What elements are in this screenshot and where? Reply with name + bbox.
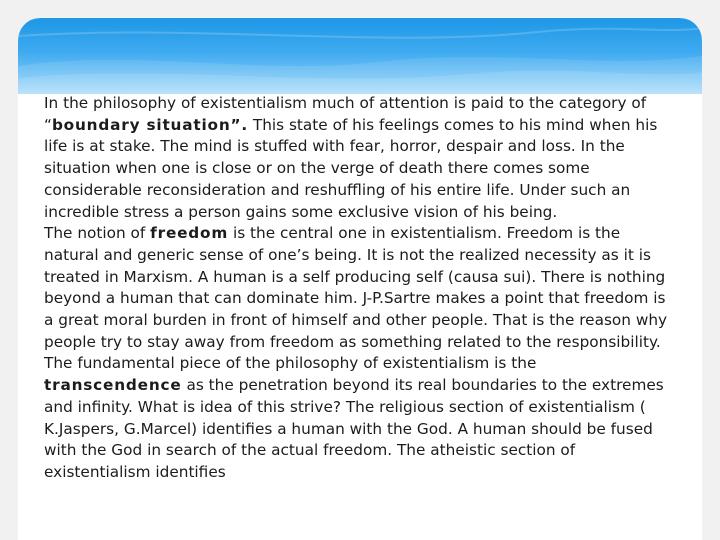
paragraph-text: The notion of [44, 224, 151, 243]
paragraph-text: In the philosophy of existentialism much of attention is paid to the category of “ [44, 94, 647, 134]
title-header-band [18, 18, 702, 94]
paragraph-text: This state of his feelings comes to his mind when his life is at stake. The mind is stuffed with fear, horror, despair and loss. In the situation when one is close or on the verge of death there comes some considerable reconsideration and reshuffling of his entire life. Under such an incredible stress a person gains some exclusive vision of his being. [44, 115, 658, 221]
paragraph-text: as the penetration beyond its real boundaries to the extremes and infinity. What is idea of this strive? The religious section of existentialism ( K.Jaspers, G.Marcel) identifies a human with the God. A human should be fused with the God in search of the actual freedom. The atheistic section of existentialism identifies [44, 376, 664, 481]
wave-decoration [18, 18, 702, 94]
paragraph-text: The fundamental piece of the philosophy of existentialism is the [44, 354, 537, 373]
paragraph-text: is the central one in existentialism. Freedom is the natural and generic sense of one’s being. It is not the realized necessity as it is treated in Marxism. A human is a self producing self (causa sui). There is nothing beyond a human that can dominate him. J-P.Sartre makes a point that freedom is a great moral burden in front of himself and other people. That is the reason why people try to stay away from freedom as something related to the responsibility. [44, 224, 668, 351]
bold-term-freedom: freedom [150, 224, 229, 243]
slide-body-text [44, 93, 676, 484]
bold-term-transcendence: transcendence [44, 376, 182, 395]
paragraph-freedom [44, 223, 676, 353]
paragraph-boundary-situation [44, 93, 676, 223]
bold-term-boundary-situation: boundary situation”. [51, 115, 248, 134]
paragraph-transcendence [44, 353, 676, 483]
